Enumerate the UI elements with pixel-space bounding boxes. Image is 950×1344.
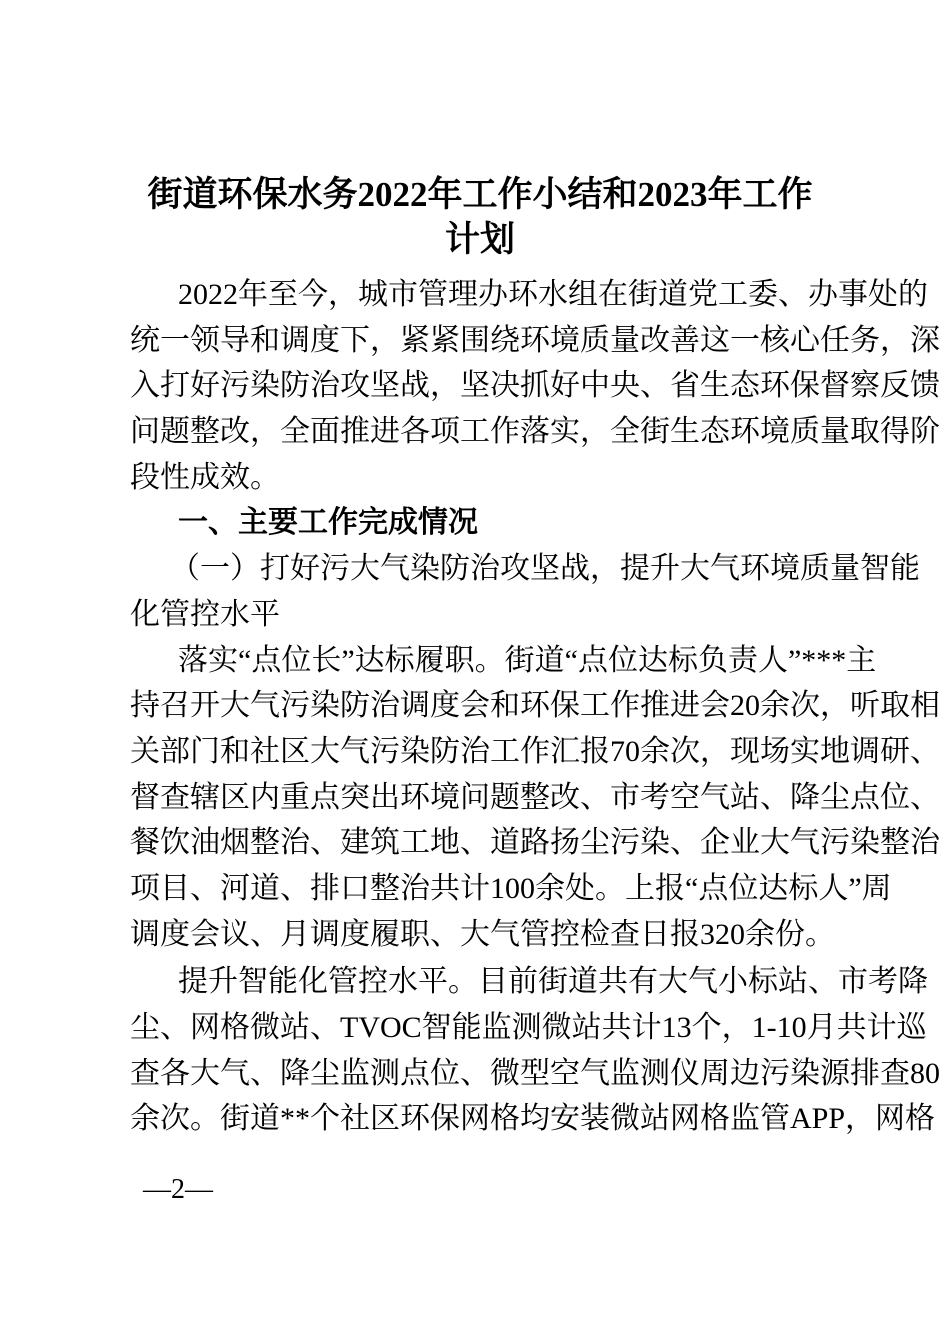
title-line: 计划 <box>444 220 515 259</box>
paragraph-smart-control <box>130 959 940 1142</box>
text-line: 入打好污染防治攻坚战，坚决抓好中央、省生态环保督察反馈 <box>130 369 940 403</box>
text-line: 余次。街道**个社区环保网格均安装微站网格监管APP，网格 <box>130 1102 936 1136</box>
text-line: 问题整改，全面推进各项工作落实，全街生态环境质量取得阶 <box>130 415 940 449</box>
text-line: 关部门和社区大气污染防治工作汇报70余次，现场实地调研、 <box>130 734 940 768</box>
subsection-heading <box>130 546 920 637</box>
title-line: 街道环保水务2022年工作小结和2023年工作 <box>147 175 813 214</box>
page-number: —2— <box>143 1174 213 1205</box>
text-line: 查各大气、降尘监测点位、微型空气监测仪周边污染源排查80 <box>130 1056 940 1090</box>
text-line: 落实“点位长”达标履职。街道“点位达标负责人”***主 <box>178 643 877 677</box>
text-line: 化管控水平 <box>130 597 280 631</box>
text-line: 餐饮油烟整治、建筑工地、道路扬尘污染、企业大气污染整治 <box>130 826 940 860</box>
text-line: 项目、河道、排口整治共计100余处。上报“点位达标人”周 <box>130 871 892 905</box>
text-line: 督查辖区内重点突出环境问题整改、市考空气站、降尘点位、 <box>130 780 940 814</box>
text-line: 提升智能化管控水平。目前街道共有大气小标站、市考降 <box>178 965 928 999</box>
paragraph-point-leader <box>130 638 940 958</box>
text-line: 统一领导和调度下，紧紧围绕环境质量改善这一核心任务，深 <box>130 323 940 357</box>
text-line: 尘、网格微站、TVOC智能监测微站共计13个，1-10月共计巡 <box>130 1011 927 1044</box>
text-line: 调度会议、月调度履职、大气管控检查日报320余份。 <box>130 917 835 951</box>
text-line: 段性成效。 <box>130 460 280 494</box>
text-line: 持召开大气污染防治调度会和环保工作推进会20余次，听取相 <box>130 689 940 723</box>
intro-paragraph <box>130 272 940 500</box>
document-body <box>130 272 940 1142</box>
section-heading: 一、主要工作完成情况 <box>178 506 478 540</box>
document-title <box>130 172 830 262</box>
text-line: 2022年至今，城市管理办环水组在街道党工委、办事处的 <box>178 278 928 311</box>
text-line: （一）打好污大气染防治攻坚战，提升大气环境质量智能 <box>170 552 920 586</box>
